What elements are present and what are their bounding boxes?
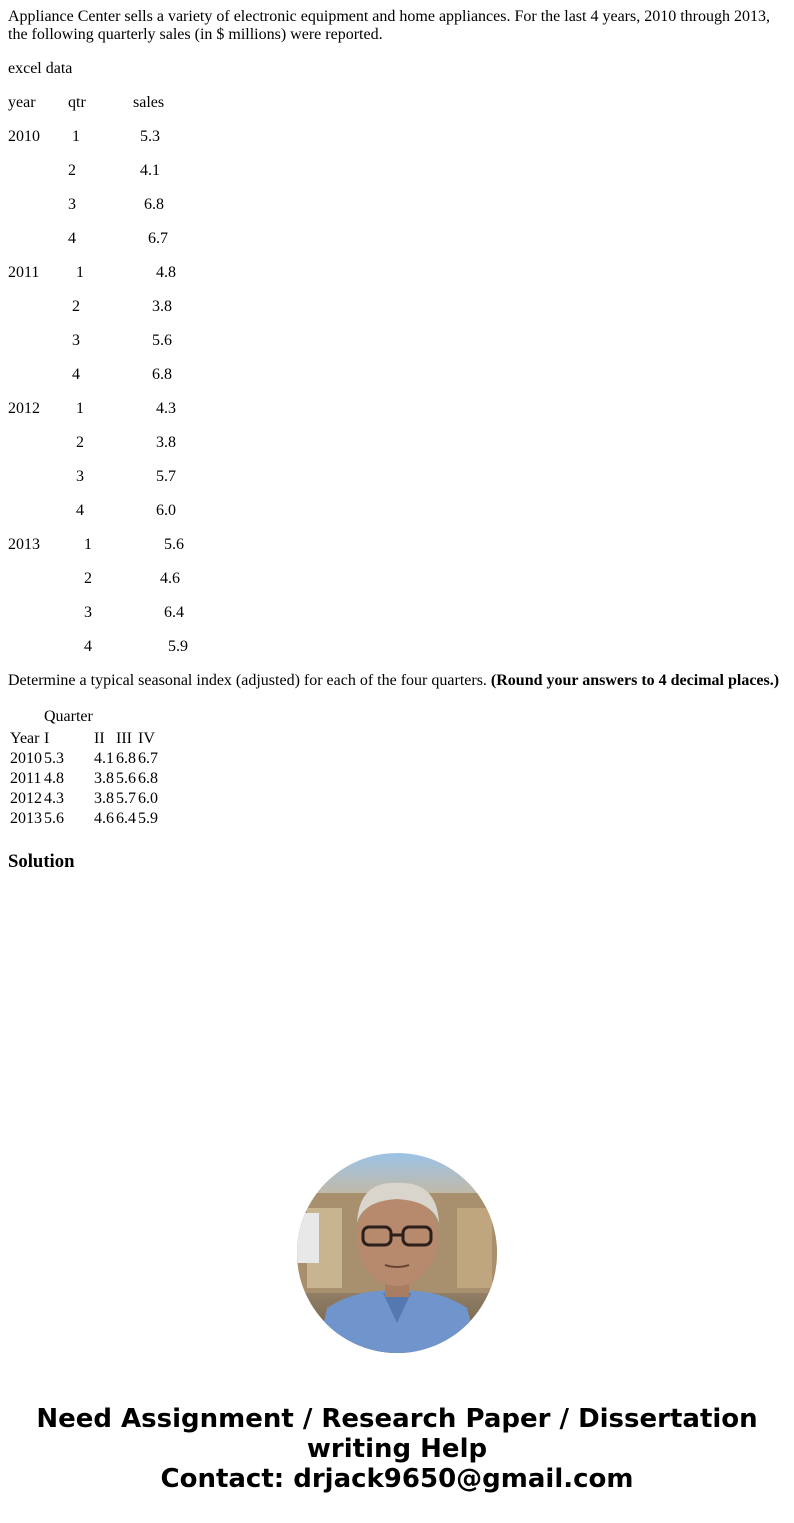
row-sales: 5.6 xyxy=(164,536,184,553)
row-qtr: 3 xyxy=(76,468,84,485)
table-cell: 6.8 xyxy=(116,750,136,767)
table-cell: 4.8 xyxy=(44,770,64,787)
footer-line-3: Contact: drjack9650@gmail.com xyxy=(160,1464,634,1494)
col-header-q2: II xyxy=(94,730,105,747)
row-qtr: 4 xyxy=(68,230,76,247)
row-qtr: 1 xyxy=(72,128,80,145)
row-sales: 6.4 xyxy=(164,604,184,621)
footer-contact-banner xyxy=(0,1404,794,1494)
footer-line-1: Need Assignment / Research Paper / Dissertation xyxy=(36,1404,758,1434)
row-sales: 3.8 xyxy=(156,434,176,451)
row-sales: 4.1 xyxy=(140,162,160,179)
table-cell: 2011 xyxy=(10,770,42,787)
row-sales: 6.8 xyxy=(152,366,172,383)
row-sales: 5.6 xyxy=(152,332,172,349)
question-text xyxy=(8,672,779,690)
row-qtr: 4 xyxy=(76,502,84,519)
question-main: Determine a typical seasonal index (adjusted) for each of the four quarters. xyxy=(8,672,491,689)
table-cell: 3.8 xyxy=(94,790,114,807)
row-qtr: 3 xyxy=(84,604,92,621)
row-sales: 4.8 xyxy=(156,264,176,281)
row-year: 2010 xyxy=(8,128,40,145)
row-sales: 6.8 xyxy=(144,196,164,213)
row-sales: 6.0 xyxy=(156,502,176,519)
table-row xyxy=(10,790,158,808)
table-cell: 4.6 xyxy=(94,810,114,827)
row-qtr: 1 xyxy=(84,536,92,553)
row-qtr: 4 xyxy=(72,366,80,383)
row-qtr: 1 xyxy=(76,264,84,281)
row-year: 2013 xyxy=(8,536,40,553)
row-qtr: 2 xyxy=(72,298,80,315)
quarter-label: Quarter xyxy=(44,708,93,725)
table-row xyxy=(10,770,158,788)
row-qtr: 3 xyxy=(72,332,80,349)
col-header-q4: IV xyxy=(138,730,155,747)
row-year: 2011 xyxy=(8,264,40,281)
row-sales: 5.9 xyxy=(168,638,188,655)
header-qtr: qtr xyxy=(68,94,86,111)
table-cell: 5.6 xyxy=(44,810,64,827)
row-qtr: 2 xyxy=(68,162,76,179)
row-year: 2012 xyxy=(8,400,40,417)
row-qtr: 4 xyxy=(84,638,92,655)
row-qtr: 3 xyxy=(68,196,76,213)
table-cell: 2010 xyxy=(10,750,42,767)
col-header-year: Year xyxy=(10,730,40,747)
table-cell: 6.7 xyxy=(138,750,158,767)
row-sales: 5.3 xyxy=(140,128,160,145)
row-sales: 4.6 xyxy=(160,570,180,587)
table-cell: 6.4 xyxy=(116,810,136,827)
table-cell: 5.9 xyxy=(138,810,158,827)
avatar xyxy=(297,1153,497,1353)
excel-data-label: excel data xyxy=(8,60,73,77)
problem-intro: Appliance Center sells a variety of electronic equipment and home appliances. For the last 4 years, 2010 through 2013, the following quarterly sales (in $ millions) were reported. xyxy=(8,8,770,43)
row-sales: 5.7 xyxy=(156,468,176,485)
table-row xyxy=(10,810,158,828)
row-qtr: 1 xyxy=(76,400,84,417)
table-cell: 6.8 xyxy=(138,770,158,787)
row-sales: 3.8 xyxy=(152,298,172,315)
table-cell: 4.3 xyxy=(44,790,64,807)
quarter-table xyxy=(8,728,160,830)
footer-line-2: writing Help xyxy=(306,1434,488,1464)
table-cell: 5.6 xyxy=(116,770,136,787)
table-cell: 4.1 xyxy=(94,750,114,767)
quarter-table-header xyxy=(10,730,158,748)
row-qtr: 2 xyxy=(76,434,84,451)
question-rounding-note: (Round your answers to 4 decimal places.) xyxy=(490,672,780,689)
tutor-portrait-image xyxy=(297,1153,497,1353)
table-cell: 5.7 xyxy=(116,790,136,807)
table-cell: 6.0 xyxy=(138,790,158,807)
row-sales: 4.3 xyxy=(156,400,176,417)
col-header-q3: III xyxy=(116,730,132,747)
col-header-q1: I xyxy=(44,730,50,747)
row-qtr: 2 xyxy=(84,570,92,587)
solution-heading: Solution xyxy=(8,851,75,872)
table-cell: 2012 xyxy=(10,790,42,807)
row-sales: 6.7 xyxy=(148,230,168,247)
table-cell: 3.8 xyxy=(94,770,114,787)
table-cell: 2013 xyxy=(10,810,42,827)
header-sales: sales xyxy=(133,94,165,111)
table-cell: 5.3 xyxy=(44,750,64,767)
table-row xyxy=(10,750,158,768)
header-year: year xyxy=(8,94,36,111)
